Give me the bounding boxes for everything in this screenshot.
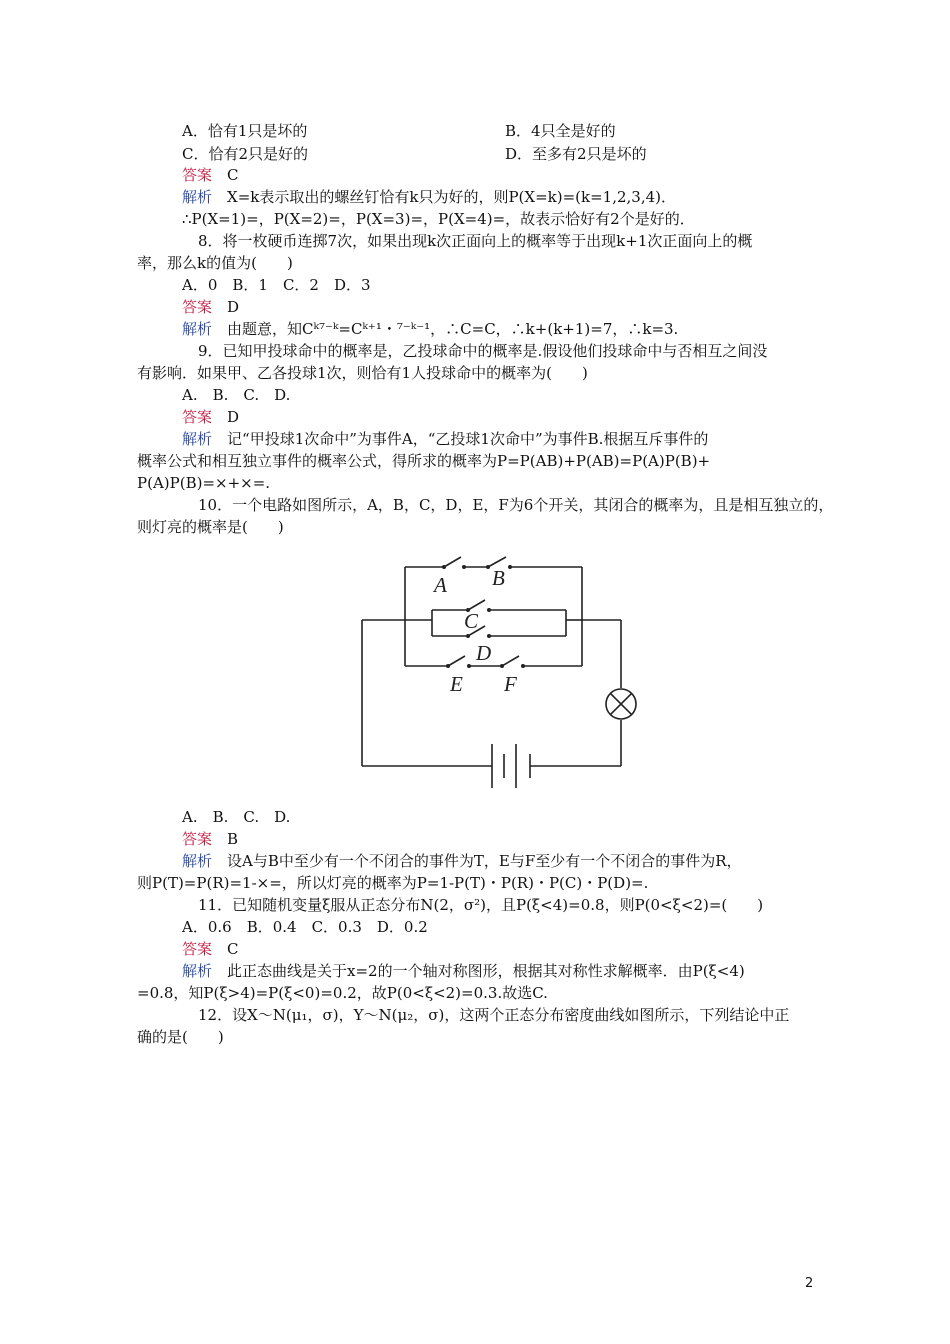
- switch-a-contact-1: [442, 565, 446, 569]
- analysis-label: 解析: [182, 430, 213, 448]
- q9-stem-line-1: 9．已知甲投球命中的概率是，乙投球命中的概率是.假设他们投球命中与否相互之间没: [198, 342, 768, 360]
- q10-answer: [182, 829, 238, 849]
- q9-analysis-line-3: P(A)P(B)=×+×=.: [137, 474, 271, 492]
- q10-options: A. B. C. D.: [182, 808, 291, 826]
- switch-e-contact-2: [467, 664, 471, 668]
- switch-label-e: E: [450, 672, 463, 696]
- q10-analysis-line-1: [182, 851, 742, 871]
- analysis-label: 解析: [182, 188, 213, 206]
- answer-label: 答案: [182, 298, 213, 316]
- analysis-label: 解析: [182, 320, 213, 338]
- q7-answer: [182, 165, 239, 185]
- analysis-text: 由题意，知Cᵏ⁷⁻ᵏ=Cᵏ⁺¹・⁷⁻ᵏ⁻¹，∴C=C，∴k+(k+1)=7，∴k=3.: [227, 320, 679, 338]
- answer-value: C: [227, 166, 239, 184]
- switch-f-blade: [502, 656, 519, 666]
- switch-a-blade: [444, 557, 461, 567]
- switch-label-f: F: [504, 672, 517, 696]
- analysis-text: 设A与B中至少有一个不闭合的事件为T，E与F至少有一个不闭合的事件为R，: [227, 852, 742, 870]
- q7-option-c: C．恰有2只是好的: [182, 145, 309, 163]
- q7-option-b: B．4只全是好的: [505, 122, 616, 140]
- analysis-text: 此正态曲线是关于x=2的一个轴对称图形，根据其对称性求解概率．由P(ξ<4): [227, 962, 745, 980]
- analysis-text: X=k表示取出的螺丝钉恰有k只为好的，则P(X=k)=(k=1,2,3,4)．: [227, 188, 677, 206]
- q8-options: A．0 B．1 C．2 D．3: [182, 276, 371, 294]
- switch-label-a: A: [434, 573, 447, 597]
- q11-answer: [182, 939, 239, 959]
- switch-c-contact-2: [487, 608, 491, 612]
- q10-stem-line-2: 则灯亮的概率是( ): [137, 518, 284, 536]
- q8-stem-line-1: 8．将一枚硬币连掷7次，如果出现k次正面向上的概率等于出现k+1次正面向上的概: [198, 232, 753, 250]
- answer-value: B: [227, 830, 239, 848]
- q9-answer: [182, 407, 239, 427]
- q8-analysis: [182, 319, 678, 339]
- q11-stem: 11．已知随机变量ξ服从正态分布N(2，σ²)，且P(ξ<4)=0.8，则P(0<ξ<2)=( ): [198, 896, 764, 914]
- answer-label: 答案: [182, 166, 213, 184]
- q10-stem-line-1: 10．一个电路如图所示，A，B，C，D，E，F为6个开关，其闭合的概率为，且是相互独立的，: [198, 496, 834, 514]
- answer-value: D: [227, 298, 240, 316]
- q8-stem-line-2: 率，那么k的值为( ): [137, 254, 293, 272]
- q11-analysis-line-1: [182, 961, 745, 981]
- switch-a-contact-2: [462, 565, 466, 569]
- q7-option-a: A．恰有1只是坏的: [182, 122, 308, 140]
- switch-f-contact-2: [521, 664, 525, 668]
- switch-e-blade: [448, 656, 465, 666]
- analysis-text: 记“甲投球1次命中”为事件A，“乙投球1次命中”为事件B.根据互斥事件的: [227, 430, 709, 448]
- switch-label-d: D: [476, 641, 492, 665]
- switch-b-contact-1: [486, 565, 490, 569]
- q9-options: A. B. C. D.: [182, 386, 291, 404]
- switch-d-contact-1: [466, 634, 470, 638]
- q8-answer: [182, 297, 239, 317]
- q11-analysis-line-2: =0.8，知P(ξ>4)=P(ξ<0)=0.2，故P(0<ξ<2)=0.3.故选C.: [137, 984, 548, 1002]
- answer-value: D: [227, 408, 240, 426]
- analysis-label: 解析: [182, 852, 213, 870]
- analysis-label: 解析: [182, 962, 213, 980]
- circuit-diagram: [340, 540, 655, 802]
- q7-analysis-line-1: [182, 187, 676, 207]
- page-number: 2: [805, 1276, 814, 1291]
- q9-analysis-line-2: 概率公式和相互独立事件的概率公式，得所求的概率为P=P(AB)+P(AB)=P(A)P(B)+: [137, 452, 711, 470]
- q9-stem-line-2: 有影响．如果甲、乙各投球1次，则恰有1人投球命中的概率为( ): [137, 364, 588, 382]
- switch-label-b: B: [492, 566, 505, 590]
- q12-stem-line-1: 12．设X～N(μ₁，σ)，Y～N(μ₂，σ)，这两个正态分布密度曲线如图所示，下列结论中正: [198, 1006, 790, 1024]
- answer-label: 答案: [182, 830, 213, 848]
- q7-analysis-line-2: ∴P(X=1)=，P(X=2)=，P(X=3)=，P(X=4)=，故表示恰好有2个是好的．: [182, 210, 695, 228]
- q11-options: A．0.6 B．0.4 C．0.3 D．0.2: [182, 918, 428, 936]
- switch-e-contact-1: [446, 664, 450, 668]
- switch-label-c: C: [464, 609, 479, 633]
- answer-label: 答案: [182, 940, 213, 958]
- q10-analysis-line-2: 则P(T)=P(R)=1-×=，所以灯亮的概率为P=1-P(T)・P(R)・P(C)・P(D)=.: [137, 874, 649, 892]
- switch-b-contact-2: [508, 565, 512, 569]
- switch-f-contact-1: [500, 664, 504, 668]
- answer-label: 答案: [182, 408, 213, 426]
- answer-value: C: [227, 940, 239, 958]
- switch-d-contact-2: [487, 634, 491, 638]
- q12-stem-line-2: 确的是( ): [137, 1028, 224, 1046]
- q7-option-d: D．至多有2只是坏的: [505, 145, 647, 163]
- q9-analysis-line-1: [182, 429, 708, 449]
